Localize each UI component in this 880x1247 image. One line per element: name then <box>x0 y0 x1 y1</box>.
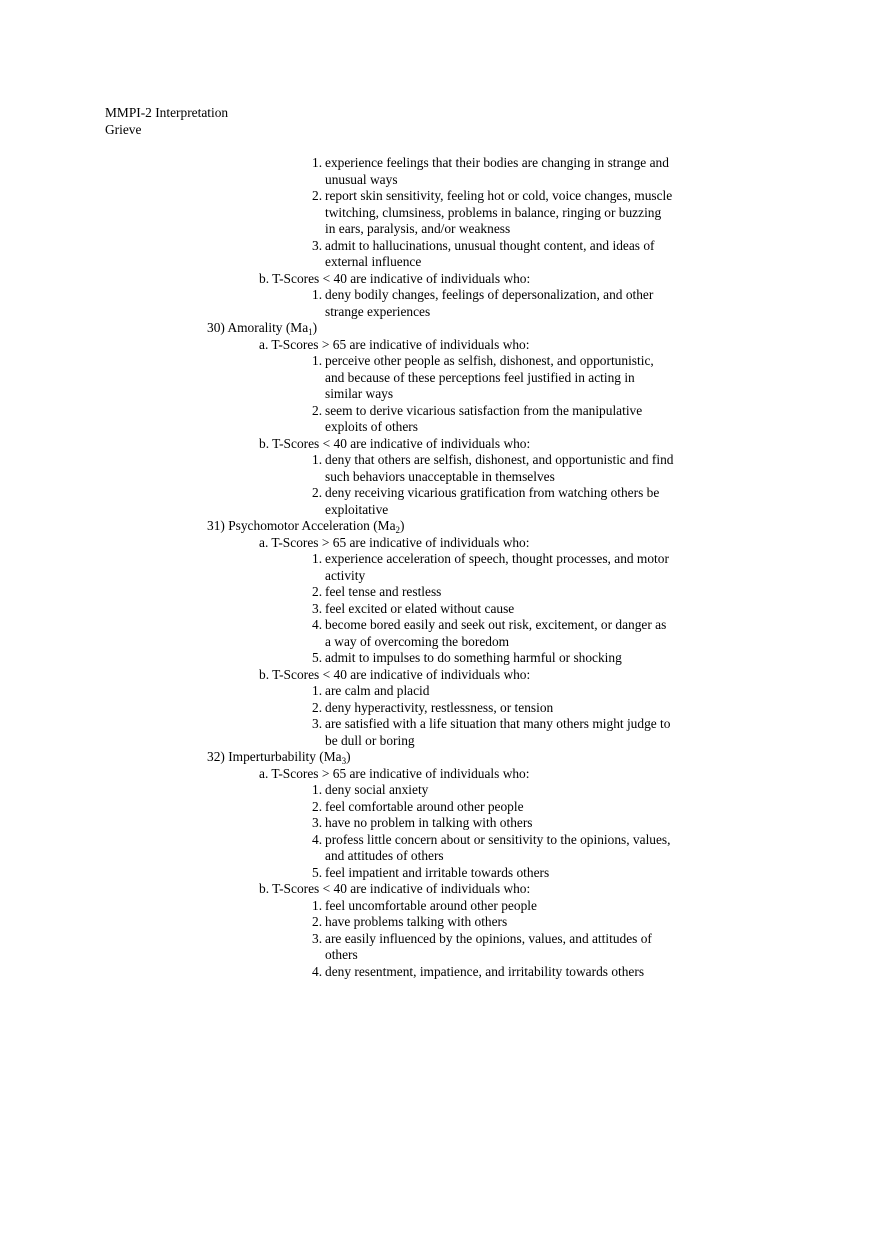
section-heading: 32) Imperturbability $(Ma_3)$ <box>207 749 351 766</box>
section-heading: 30) Amorality $(Ma_1)$ <box>207 320 318 337</box>
list-item: 4. become bored easily and seek out risk, excitement, or danger as <box>312 617 667 632</box>
list-item-continuation: and attitudes of others <box>325 848 444 863</box>
document-title: MMPI-2 Interpretation <box>105 105 229 120</box>
section-imperturbability <box>0 749 880 980</box>
list-item: 3. are satisfied with a life situation that many others might judge to <box>312 716 671 731</box>
list-item-continuation: exploitative <box>325 501 389 517</box>
list-item-continuation: be dull or boring <box>325 732 415 748</box>
list-item-continuation: similar ways <box>325 386 394 401</box>
list-item: 5. admit to impulses to do something harmful or shocking <box>312 650 622 665</box>
list-item-continuation: twitching, clumsiness, problems in balance, ringing or buzzing <box>325 204 662 220</box>
page-header <box>105 105 228 138</box>
list-item: 2. deny receiving vicarious gratification from watching others be <box>312 485 660 500</box>
list-item-continuation: in ears, paralysis, and/or weakness <box>325 221 511 236</box>
subsection-label: a. T-Scores > 65 are indicative of individuals who: <box>259 336 530 352</box>
subsection-label: b. T-Scores < 40 are indicative of individuals who: <box>259 435 531 451</box>
list-item: 5. feel impatient and irritable towards others <box>312 864 550 880</box>
list-item: 1. deny bodily changes, feelings of depersonalization, and other <box>312 287 654 302</box>
continued-subsection-b <box>0 271 880 321</box>
list-item: 1. perceive other people as selfish, dishonest, and opportunistic, <box>312 353 654 368</box>
list-item-continuation: such behaviors unacceptable in themselves <box>325 468 555 484</box>
document-author: Grieve <box>105 121 142 137</box>
list-item: 3. feel excited or elated without cause <box>312 600 515 616</box>
subsection-label: b. T-Scores < 40 are indicative of individuals who: <box>259 881 531 896</box>
document-body <box>0 155 880 980</box>
list-item-continuation: and because of these perceptions feel justified in acting in <box>325 369 635 385</box>
section-psychomotor-acceleration <box>0 518 880 749</box>
list-item: 1. experience feelings that their bodies are changing in strange and <box>312 155 669 170</box>
list-item: 3. have no problem in talking with others <box>312 815 533 830</box>
list-item: 1. feel uncomfortable around other people <box>312 897 537 913</box>
list-item: 1. deny that others are selfish, dishonest, and opportunistic and find <box>312 452 674 467</box>
list-item-continuation: strange experiences <box>325 303 431 319</box>
list-item: 2. feel tense and restless <box>312 584 442 599</box>
list-item: 2. seem to derive vicarious satisfaction from the manipulative <box>312 402 643 418</box>
section-heading: 31) Psychomotor Acceleration $(Ma_2)$ <box>207 518 405 535</box>
list-item: 2. feel comfortable around other people <box>312 798 524 814</box>
list-item-continuation: a way of overcoming the boredom <box>325 633 510 649</box>
subsection-label: b. T-Scores < 40 are indicative of individuals who: <box>259 270 531 286</box>
list-item-continuation: activity <box>325 567 366 583</box>
list-item: 2. deny hyperactivity, restlessness, or tension <box>312 699 554 715</box>
list-item-continuation: exploits of others <box>325 419 418 434</box>
continued-list-a <box>0 155 880 271</box>
section-amorality <box>0 320 880 518</box>
list-item: 3. are easily influenced by the opinions, values, and attitudes of <box>312 930 652 946</box>
list-item-continuation: external influence <box>325 254 422 269</box>
subsection-label: a. T-Scores > 65 are indicative of individuals who: <box>259 765 530 781</box>
subsection-label: b. T-Scores < 40 are indicative of individuals who: <box>259 666 531 682</box>
list-item: 4. deny resentment, impatience, and irritability towards others <box>312 963 645 979</box>
list-item: 2. have problems talking with others <box>312 914 508 929</box>
list-item: 1. deny social anxiety <box>312 782 429 797</box>
list-item: 3. admit to hallucinations, unusual thought content, and ideas of <box>312 237 655 253</box>
list-item: 4. profess little concern about or sensitivity to the opinions, values, <box>312 831 671 847</box>
list-item-continuation: unusual ways <box>325 171 398 187</box>
list-item-continuation: others <box>325 947 358 962</box>
list-item: 1. are calm and placid <box>312 683 430 698</box>
list-item: 2. report skin sensitivity, feeling hot or cold, voice changes, muscle <box>312 188 673 203</box>
subsection-label: a. T-Scores > 65 are indicative of individuals who: <box>259 534 530 550</box>
list-item: 1. experience acceleration of speech, thought processes, and motor <box>312 551 669 566</box>
